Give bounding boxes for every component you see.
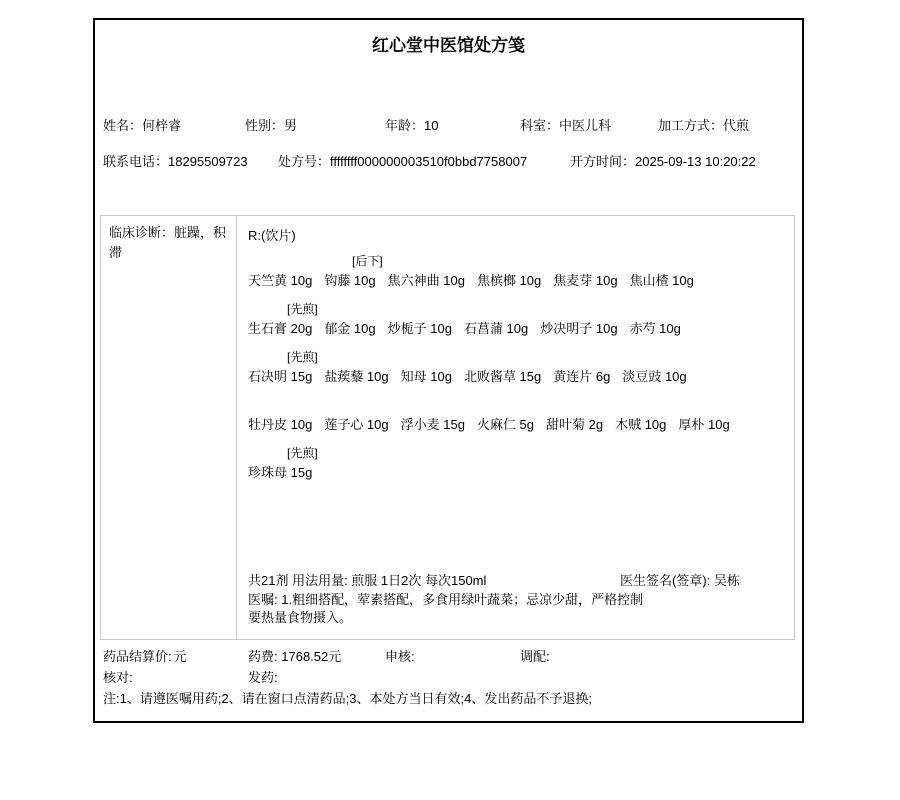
herb-item: 赤芍 10g xyxy=(629,321,681,336)
herb-line xyxy=(248,318,782,340)
processing-method-field xyxy=(658,115,749,137)
fee-label: 药费: xyxy=(248,649,278,664)
herb-item: 浮小麦 15g xyxy=(400,417,465,432)
diagnosis-value: 脏躁，积滞 xyxy=(109,225,227,260)
herb-item: 焦麦芽 10g xyxy=(553,273,618,288)
department-label: 科室： xyxy=(520,118,560,133)
footer-section xyxy=(103,646,795,709)
phone-label: 联系电话： xyxy=(103,154,169,169)
medical-advice: 医嘱: 1.粗细搭配，荤素搭配，多食用绿叶蔬菜；忌凉少甜，严格控制要热量食物摄入。 xyxy=(248,592,644,625)
processing-method-label: 加工方式： xyxy=(658,118,724,133)
footer-row-2 xyxy=(103,667,795,688)
department-value: 中医儿科 xyxy=(559,118,612,133)
rx-number-label: 处方号： xyxy=(278,154,331,169)
rx-number-value: ffffffff000000003510f0bbd7758007 xyxy=(330,154,528,169)
decoction-tag: [后下] xyxy=(352,254,383,268)
herb-item: 黄连片 6g xyxy=(553,369,611,384)
settlement-price-label: 药品结算价: xyxy=(103,649,172,664)
herb-line xyxy=(248,462,782,484)
issue-field: 发药: xyxy=(248,670,278,685)
patient-gender-value: 男 xyxy=(284,118,298,133)
herb-item: 牡丹皮 10g xyxy=(248,417,313,432)
herb-item: 生石膏 20g xyxy=(248,321,313,336)
tag-row xyxy=(248,252,782,270)
issue-time-value: 2025-09-13 10:20:22 xyxy=(635,154,756,169)
herb-item: 炒决明子 10g xyxy=(540,321,618,336)
herb-item: 石决明 15g xyxy=(248,369,313,384)
patient-info-row-1 xyxy=(95,115,802,137)
herb-item: 天竺黄 10g xyxy=(248,273,313,288)
phone-value: 18295509723 xyxy=(168,154,248,169)
footer-empty-cell xyxy=(385,667,520,688)
rx-group xyxy=(248,252,782,292)
tag-row xyxy=(248,396,782,414)
decoction-tag: [先煎] xyxy=(287,350,318,364)
herb-item: 木贼 10g xyxy=(615,417,667,432)
herb-item: 盐蒺藜 10g xyxy=(324,369,389,384)
patient-age-label: 年龄： xyxy=(385,118,425,133)
herb-item: 北败酱草 15g xyxy=(463,369,542,384)
phone-field xyxy=(103,151,248,173)
footer-note: 注:1、请遵医嘱用药;2、请在窗口点清药品;3、本处方当日有效;4、发出药品不予退换; xyxy=(103,691,592,706)
page-title: 红心堂中医馆处方笺 xyxy=(372,36,525,55)
rx-group xyxy=(248,348,782,388)
rx-number-field xyxy=(278,151,527,173)
herb-item: 火麻仁 5g xyxy=(476,417,535,432)
herb-item: 钩藤 10g xyxy=(324,273,376,288)
processing-method-value: 代煎 xyxy=(723,118,750,133)
diagnosis-label: 临床诊断： xyxy=(109,225,175,240)
herb-item: 炒栀子 10g xyxy=(387,321,452,336)
issue-time-label: 开方时间： xyxy=(570,154,636,169)
decoction-tag: [先煎] xyxy=(287,446,318,460)
prescription-sheet xyxy=(93,18,804,723)
department-field xyxy=(520,115,611,137)
settlement-price-field xyxy=(103,646,248,667)
herb-item: 石菖蒲 10g xyxy=(463,321,529,336)
patient-gender-field xyxy=(245,115,297,137)
tag-row xyxy=(248,348,782,366)
fee-field xyxy=(248,646,385,667)
patient-age-field xyxy=(385,115,438,137)
decoction-tag: [先煎] xyxy=(287,302,318,316)
check-field: 核对: xyxy=(103,670,133,685)
herb-line xyxy=(248,414,782,436)
herb-item: 焦山楂 10g xyxy=(629,273,694,288)
patient-name-value: 何梓睿 xyxy=(142,118,182,133)
settlement-price-unit: 元 xyxy=(173,649,187,664)
herb-line xyxy=(248,366,782,388)
patient-name-field xyxy=(103,115,181,137)
audit-field: 申核: xyxy=(385,649,415,664)
issue-time-field xyxy=(570,151,756,173)
tag-row xyxy=(248,300,782,318)
herb-item: 郁金 10g xyxy=(324,321,376,336)
rx-group xyxy=(248,444,782,484)
herb-item: 甜叶菊 2g xyxy=(546,417,604,432)
rx-group xyxy=(248,300,782,340)
tag-row xyxy=(248,444,782,462)
dispense-field: 调配: xyxy=(520,649,550,664)
patient-info-row-2 xyxy=(95,151,802,173)
herb-item: 知母 10g xyxy=(400,369,452,384)
herb-item: 焦槟榔 10g xyxy=(476,273,542,288)
footer-empty-cell xyxy=(520,667,795,688)
herb-item: 莲子心 10g xyxy=(324,417,389,432)
patient-age-value: 10 xyxy=(424,118,439,133)
rx-cell xyxy=(237,216,794,639)
doctor-signature: 医生签名(签章): 吴栋 xyxy=(620,573,740,588)
rx-spacer xyxy=(248,492,782,571)
herb-item: 淡豆豉 10g xyxy=(622,369,687,384)
diagnosis-cell xyxy=(101,216,237,639)
prescription-table xyxy=(100,215,795,640)
patient-name-label: 姓名： xyxy=(103,118,143,133)
herb-line xyxy=(248,270,782,292)
herb-item: 珍珠母 15g xyxy=(248,465,313,480)
footer-row-1 xyxy=(103,646,795,667)
herb-item: 厚朴 10g xyxy=(678,417,730,432)
patient-gender-label: 性别： xyxy=(245,118,285,133)
usage-summary: 共21剂 用法用量: 煎服 1日2次 每次150ml xyxy=(248,573,487,588)
rx-header: R:(饮片) xyxy=(248,228,296,243)
rx-group xyxy=(248,396,782,436)
herb-item: 焦六神曲 10g xyxy=(387,273,465,288)
fee-value: 1768.52元 xyxy=(281,649,342,664)
usage-summary-row xyxy=(248,571,782,591)
